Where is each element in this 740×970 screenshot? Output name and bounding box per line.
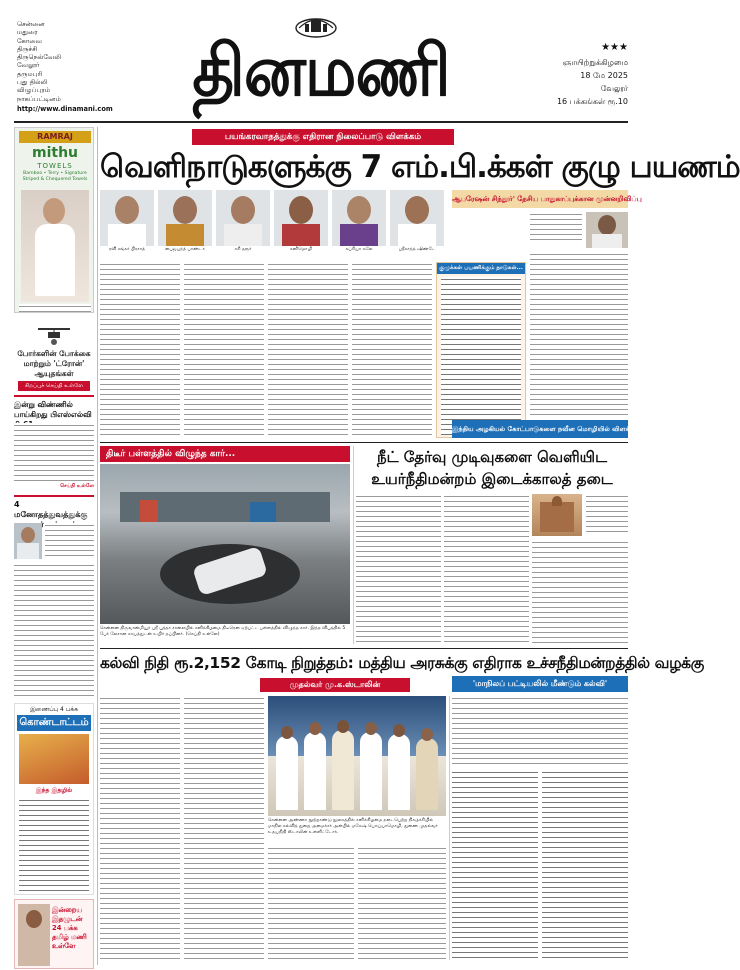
pages-price: 16 பக்கங்கள் ரூ.10 — [556, 97, 628, 106]
neet-body-col — [356, 494, 441, 644]
countries-box-title: குழுக்கள் பயணிக்கும் நாடுகள்... — [437, 263, 525, 274]
column-divider — [449, 696, 450, 960]
edition-name: வேலூர் — [600, 84, 628, 93]
fund-body-col — [100, 696, 180, 960]
mithu-logo: mithu — [31, 145, 78, 161]
sidebar-story-body — [45, 523, 94, 559]
mp-photo — [100, 190, 154, 246]
mp-name: ஸ்ரீகாந்த் ஷிண்டே — [398, 247, 436, 252]
city: வேலூர் — [17, 61, 40, 70]
state-list-box-title[interactable]: 'மாநிலப் பட்டியலில் மீண்டும் கல்வி' — [452, 676, 628, 692]
city: நாகப்பட்டினம் — [17, 94, 61, 103]
neet-body-col — [586, 494, 628, 536]
mp-name: ரவி சங்கர் பிரசாத் — [108, 247, 146, 252]
newspaper-logo: தினமணி — [192, 31, 450, 113]
towels-label: TOWELS — [37, 162, 73, 170]
opinion-body — [530, 212, 582, 242]
event-photo-caption: சென்னை அண்ணா நூற்றாண்டு நூலகத்தில் சனிக்கிழமை நடைபெற்ற நிகழ்ச்சியில் மாநில கல்வித் துறை அமைச்சர் அன்பில் மகேஷ் பொய்யாமொழி, துணை முதல்வர் உதயநிதி ஸ்டாலின் உள்ளிட்டோர். — [268, 818, 438, 835]
sidebar-story-governor[interactable] — [14, 495, 94, 700]
neet-headline-1[interactable]: நீட் தேர்வு முடிவுகளை வெளியிட — [376, 448, 608, 466]
tamilmani-promo[interactable] — [14, 899, 94, 969]
fund-body-col — [452, 770, 538, 960]
mp-name: சுப்ரியா சுலே — [345, 247, 373, 252]
kondattam-title: கொண்டாட்டம் — [17, 715, 91, 731]
city: புது தில்லி — [17, 78, 48, 87]
opinion-body — [530, 252, 628, 416]
governor-photo — [14, 523, 42, 559]
edition-stars: ★★★ — [601, 42, 628, 53]
kondattam-photo — [19, 734, 89, 784]
fund-byline: முதல்வர் மு.க.ஸ்டாலின் — [260, 678, 410, 692]
fund-body-col — [184, 696, 264, 960]
sidebar-story-body — [14, 423, 94, 481]
mp-photo — [390, 190, 444, 246]
city: விழுப்புரம் — [17, 86, 51, 95]
promo-photo — [18, 904, 50, 966]
mp-photo — [158, 190, 212, 246]
event-photo — [268, 696, 446, 816]
fund-body-col — [268, 846, 354, 960]
lead-body-col — [268, 262, 348, 438]
city: திருநெல்வேலி — [17, 53, 62, 62]
drone-title: போர்களின் போக்கை மாற்றும் 'ட்ரோன்' ஆயுதங்கள் — [17, 349, 91, 378]
countries-box — [436, 262, 526, 438]
mp-name: கனிமொழி — [289, 247, 313, 252]
ramraj-logo: RAMRAJ — [19, 131, 91, 143]
sidebar-story-title: 4 மனோதத்துவத்துக்கு — [14, 500, 88, 519]
fund-headline[interactable]: கல்வி நிதி ரூ.2,152 கோடி நிறுத்தம்: மத்திய அரசுக்கு எதிராக உச்சநீதிமன்றத்தில் வழக்கு — [100, 654, 704, 672]
columnist-photo — [586, 212, 628, 248]
sinkhole-photo — [100, 464, 350, 624]
lead-body-col — [100, 262, 180, 438]
masthead — [0, 0, 640, 120]
mp-name: சசி தரூர் — [234, 247, 252, 252]
issue-day: ஞாயிற்றுக்கிழமை — [562, 58, 628, 67]
column-divider — [353, 446, 354, 644]
neet-body-col — [444, 494, 529, 644]
city: கோவை — [17, 36, 42, 45]
fund-body-col — [542, 770, 628, 960]
fund-body-col — [358, 846, 446, 960]
city: மதுரை — [17, 28, 38, 37]
kondattam-issue-line: இந்த இதழில் — [35, 787, 73, 794]
model-photo — [21, 190, 89, 302]
sidebar-story-more[interactable]: செய்தி உள்ளே — [60, 483, 94, 489]
left-ad-column — [14, 127, 94, 970]
lead-kicker: பயங்கரவாதத்துக்கு எதிரான நிலைப்பாடு விளக்கம் — [192, 129, 454, 145]
city: திருச்சி — [17, 44, 38, 53]
edition-cities — [17, 20, 113, 113]
opinion-title[interactable]: ஆபரேஷன் சிந்தூர்' தேசிய பாதுகாப்புக்கான முன்னறிவிப்பு — [452, 190, 628, 208]
kondattam-contents — [19, 798, 89, 892]
court-photo — [532, 494, 582, 536]
ad-tagline: Bamboo • Terry • Signature Striped & Chequered Towels — [22, 171, 88, 182]
lead-body-col — [352, 262, 432, 438]
ramraj-ad[interactable] — [14, 127, 94, 313]
section-rule — [100, 648, 628, 649]
section-rule — [100, 442, 628, 443]
sinkhole-caption: சென்னை திருவான்மியூர் ஸ்ரீ புத்தா சாலையில் சனிக்கிழமை திடீரென ஏற்பட்ட பள்ளத்தில் விழுந்த கார். இந்த விபத்தில் 5 பேர் லேசான காயத்துடன் உயிர் தப்பினர். (செய்தி உள்ளே) — [100, 626, 346, 637]
drone-tag: சிறப்புச் செய்தி உள்ளே — [18, 381, 90, 391]
lead-headline[interactable]: வெளிநாடுகளுக்கு 7 எம்.பி.க்கள் குழு பயணம் — [100, 149, 740, 185]
neet-headline-2[interactable]: உயர்நீதிமன்றம் இடைக்காலத் தடை — [371, 470, 613, 488]
countries-list — [441, 277, 521, 435]
masthead-rule — [14, 121, 628, 123]
mp-photo — [216, 190, 270, 246]
drone-icon — [34, 321, 74, 347]
city: சென்னை — [17, 20, 45, 28]
sidebar-story-title: இன்று விண்ணில் பாய்கிறது பிஎஸ்எல்வி — [14, 400, 92, 419]
photo-story-title: திடீர் பள்ளத்தில் விழுந்த கார்... — [100, 446, 350, 462]
mp-photo — [274, 190, 328, 246]
kondattam-pre: இணைப்பு 4 பக்க — [30, 706, 78, 713]
column-divider — [97, 127, 98, 965]
mp-photo-strip — [100, 190, 445, 256]
city: தருமபுரி — [17, 69, 43, 78]
website-url[interactable]: http://www.dinamani.com — [17, 104, 113, 113]
neet-body-col — [532, 540, 628, 644]
state-list-body — [452, 696, 628, 764]
promo-title: இன்றைய இதழுடன் 24 பக்க தமிழ் மணி உள்ளே — [52, 906, 87, 950]
lead-body-col — [184, 262, 264, 438]
sidebar-story-pslv[interactable] — [14, 395, 94, 490]
sidebar-story-body — [14, 563, 94, 699]
opinion-title-2[interactable]: இந்திய அழகியல் கோட்பாடுகளை நவீன மொழியில் விளக்கிய மகான் — [452, 420, 628, 438]
issue-date: 18 மே 2025 — [580, 71, 628, 80]
mp-name: பைஜயந்த் பாண்டா — [165, 247, 205, 252]
kondattam-promo[interactable] — [14, 703, 94, 895]
mp-photo — [332, 190, 386, 246]
ad-fineprint — [19, 304, 91, 312]
